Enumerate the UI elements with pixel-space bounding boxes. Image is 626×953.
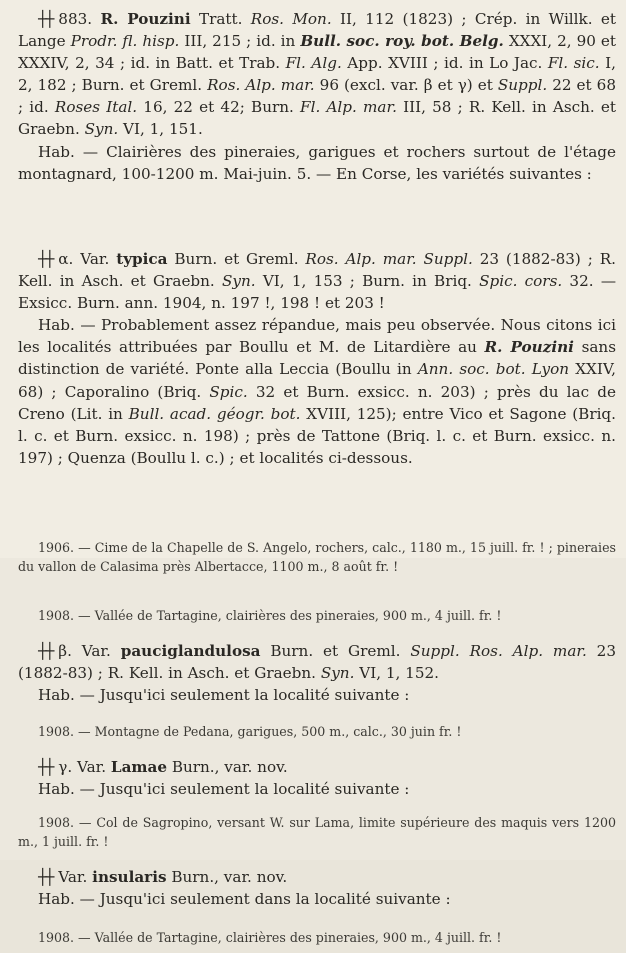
text-run: Ros. Alp. mar. [207,76,315,95]
variety-name: pauciglandulosa [120,642,261,660]
variety-beta-entry [18,640,616,706]
species-entry-pouzini [18,8,616,185]
text-run: 883. [58,10,93,28]
text-run: Hab. — Probablement assez répandue, mais peu observée. Nous citons ici les localités attribuées par Boullu et M. de Litardière au [18,316,616,357]
text-run: Ros. Alp. mar. Suppl. [305,250,473,268]
locality-text: 1908. — Vallée de Tartagine, clairières des pineraies, 900 m., 4 juill. fr. ! [38,608,502,623]
locality-record [18,606,616,625]
text-run: XXIV, 68) ; Caporalino (Briq. [18,360,617,401]
variety-citation [18,756,616,778]
text-run: 23 (1882-83) ; R. Kell. in Asch. et Graebn. [18,642,617,683]
locality-text: 1908. — Vallée de Tartagine, clairières des pineraies, 900 m., 4 juill. fr. ! [38,930,502,945]
text-run: 96 (excl. var. β et γ) et [314,76,498,95]
text-run: 32. — Exsicc. Burn. ann. 1904, n. 197 !, 198 ! et 203 ! [18,272,617,313]
text-run: R. Pouzini [484,338,574,357]
variety-citation [18,248,616,314]
text-run: 32 et Burn. exsicc. n. 203) ; près du lac de Creno (Lit. in [18,382,616,423]
locality-text: 1908. — Montagne de Pedana, garigues, 500 m., calc., 30 juin fr. ! [38,724,462,739]
text-run: Bull. acad. géogr. bot. [128,404,301,423]
locality-text: 1906. — Cime de la Chapelle de S. Angelo, rochers, calc., 1180 m., 15 juill. fr. ! ; pineraies du vallon de Calasima près Albertacce, 1100 m., 8 août fr. ! [18,540,616,574]
text-run: Bull. soc. roy. bot. Belg. [300,32,504,51]
habitat-paragraph: Hab. — Jusqu'ici seulement dans la localité suivante : [38,890,451,909]
habitat-paragraph: Hab. — Jusqu'ici seulement la localité suivante : [38,686,410,705]
text-run: Roses Ital. [54,98,138,117]
text-run: Var. [58,868,93,886]
text-run: α. Var. [58,250,117,268]
text-run: VI, 1, 151. [118,120,203,139]
text-run: VI, 1, 153 ; Burn. in Briq. [255,272,480,291]
locality-record [18,813,616,851]
text-run: sans distinction de variété. Ponte alla Leccia (Boullu in [18,338,616,379]
text-run: 16, 22 et 42; Burn. [137,98,301,117]
text-run: App. XVIII ; id. in Lo Jac. [341,54,548,73]
text-run: XXXI, 2, 90 et XXXIV, 2, 34 ; id. in Batt. et Trab. [18,32,616,73]
hybrid-cross-mark: ┼┼ [38,758,53,776]
text-run: Suppl. [497,76,548,95]
hybrid-cross-mark: ┼┼ [38,250,53,268]
locality-text: 1908. — Col de Sagropino, versant W. sur Lama, limite supérieure des maquis vers 1200 m., 1 juill. fr. ! [18,815,616,849]
variety-name: Lamae [110,758,167,776]
hybrid-cross-mark: ┼┼ [38,868,53,886]
species-name: R. Pouzini [100,10,191,28]
text-run: Burn. et Greml. [260,642,411,660]
text-run: III, 58 ; R. Kell. in Asch. et Graebn. [18,98,617,139]
text-run: 23 (1882-83) ; R. Kell. in Asch. et Graebn. [18,250,616,291]
species-citation [18,8,616,141]
text-run: II, 112 (1823) ; Crép. in Willk. et Lange [18,10,616,51]
text-run: Fl. Alp. mar. [300,98,397,117]
locality-record [18,538,616,576]
text-run: Fl. Alg. [285,54,342,73]
habitat-paragraph: Hab. — Clairières des pineraies, garigues et rochers surtout de l'étage montagnard, 100-1200 m. Mai-juin. 5. — En Corse, les variétés suivantes : [18,142,616,183]
text-run: Spic. cors. [479,272,563,291]
text-run: Ros. Mon. [250,10,332,28]
text-run: γ. Var. [58,758,111,776]
text-run: XVIII, 125); entre Vico et Sagone (Briq. l. c. et Burn. exsicc. n. 198) ; près de Tattone (Briq. l. c. et Burn. exsicc. n. 197) ; Quenza (Boullu l. c.) ; et localités ci-dessous. [18,404,616,467]
text-run: Tratt. [190,10,251,28]
text-run: Prodr. fl. hisp. [70,32,180,51]
variety-name: typica [116,250,168,268]
text-run: Syn. [222,272,256,291]
text-run: Syn. [320,664,355,683]
text-run: Suppl. Ros. Alp. mar. [410,642,587,660]
hybrid-cross-mark: ┼┼ [38,642,53,660]
text-run: Spic. [209,382,248,401]
text-run: Syn. [84,120,119,139]
text-run: I, 2, 182 ; Burn. et Greml. [18,54,616,95]
habitat-paragraph: Hab. — Jusqu'ici seulement la localité suivante : [38,780,410,799]
text-run: Ann. soc. bot. Lyon [417,360,570,379]
text-run: VI, 1, 152. [354,664,439,683]
variety-alpha-entry [18,248,616,469]
text-run: β. Var. [58,642,121,660]
variety-name: insularis [92,868,167,886]
hybrid-cross-mark: ┼┼ [38,10,53,28]
text-run: III, 215 ; id. in [179,32,301,51]
variety-gamma-entry [18,756,616,800]
variety-citation [18,866,616,888]
locality-record [18,722,616,741]
text-run: Burn. et Greml. [167,250,306,268]
habitat-paragraph [18,314,616,469]
variety-insularis-entry [18,866,616,910]
text-run: Burn., var. nov. [167,758,288,776]
variety-citation [18,640,616,684]
text-run: Burn., var. nov. [166,868,288,886]
locality-record [18,928,616,947]
text-run: 22 et 68 ; id. [18,76,616,117]
text-run: Fl. sic. [547,54,600,73]
